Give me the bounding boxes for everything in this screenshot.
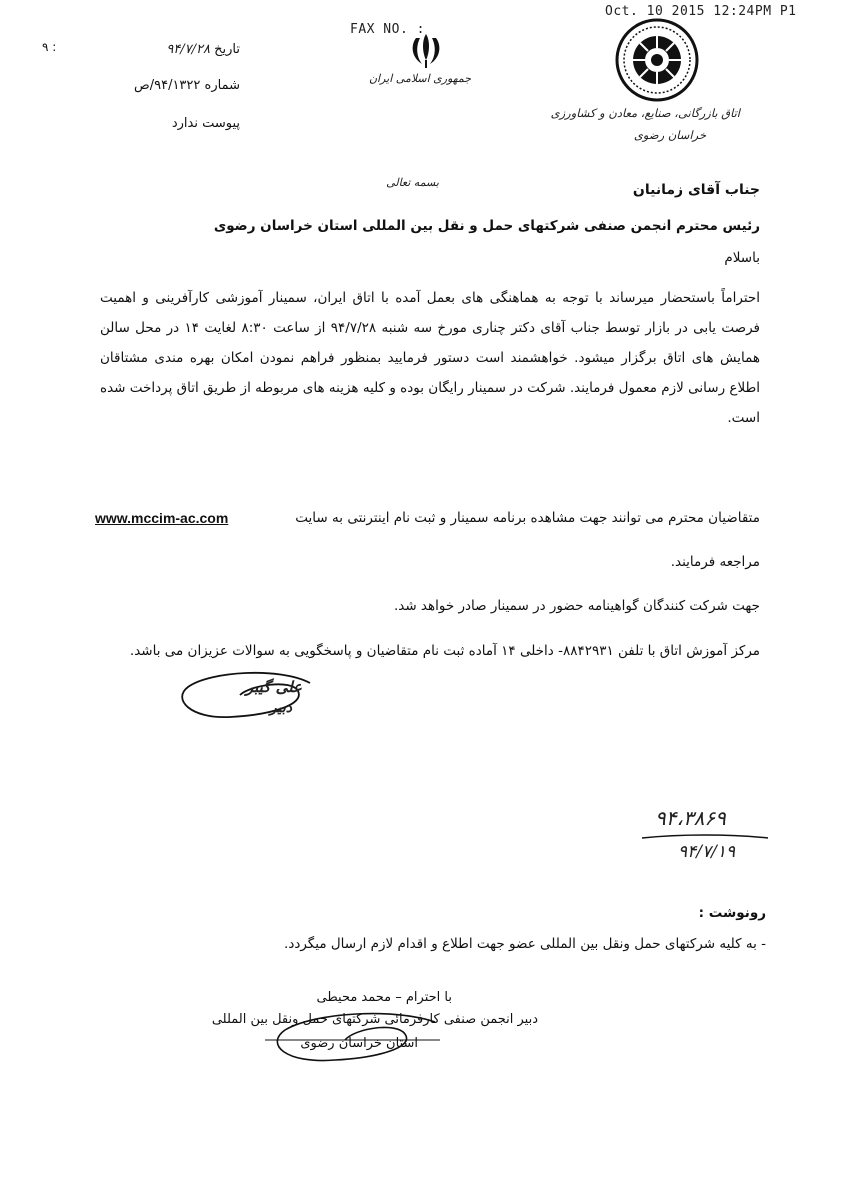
paragraph-contact: مرکز آموزش اتاق با تلفن ۸۸۴۲۹۳۱- داخلی ۱۴ آماده ثبت نام متقاضیان و پاسخگویی به سوالات عزیزان می باشد. (129, 643, 760, 659)
paragraph-website-end: مراجعه فرمایند. (670, 554, 760, 570)
attachment-value: ندارد (171, 116, 198, 131)
paragraph-website-text: متقاضیان محترم می توانند جهت مشاهده برنامه سمینار و ثبت نام اینترنتی به سایت (295, 510, 760, 526)
date-value: ۹۴/۷/۲۸ (166, 42, 210, 57)
handwritten-underline-icon (640, 832, 770, 842)
emblem-caption: جمهوری اسلامی ایران (368, 72, 472, 85)
org-name-line1: اتاق بازرگانی، صنایع، معادن و کشاورزی (550, 106, 740, 120)
paragraph-seminar: احتراماً باستحضار میرساند با توجه به هماهنگی های بعمل آمده با اتاق ایران، سمینار آموزشی کارآفرینی و اهمیت فرصت یابی در بازار توسط جناب آقای دکتر چناری مورخ سه شنبه ۹۴/۷/۲۸ از ساعت ۸:۳۰ لغایت ۱۴ در محل سالن همایش های اتاق برگزار میشود. خواهشمند است دستور فرمایید بمنظور فراهم نمودن امکان بهره مندی مشتاقان اطلاع رسانی لازم معمول فرمایند. شرکت در سمینار رایگان بوده و کلیه هزینه های مربوطه از طریق اتاق پرداخت شده است. (100, 290, 761, 426)
paragraph-website-row (95, 510, 760, 526)
salutation: باسلام (724, 250, 760, 266)
fax-datetime: Oct. 10 2015 12:24PM P1 (605, 4, 797, 19)
website-link[interactable]: www.mccim-ac.com (95, 510, 229, 526)
cc-item: - به کلیه شرکتهای حمل ونقل بین المللی عضو جهت اطلاع و اقدام لازم ارسال میگردد. (284, 936, 766, 952)
handwritten-ref-number: ۹۴،۳۸۶۹ (655, 806, 726, 830)
closing-regards: با احترام – محمد محیطی (316, 990, 452, 1005)
attachment-row (110, 116, 240, 131)
closing-signature-scribble-icon (255, 1000, 445, 1070)
paragraph-certificate: جهت شرکت کنندگان گواهینامه حضور در سمینار صادر خواهد شد. (393, 598, 760, 614)
signature-title: دبیر (269, 700, 292, 716)
fax-number-label: FAX NO. : (350, 22, 425, 37)
chamber-logo-icon (615, 18, 699, 102)
bismillah: بسمه تعالی (386, 176, 439, 189)
cc-heading: رونوشت : (698, 905, 766, 921)
date-label: تاریخ (214, 42, 240, 57)
number-label: شماره (204, 78, 240, 93)
recipient-name: جناب آقای زمانیان (632, 182, 760, 198)
closing-title-line1: دبیر انجمن صنفی کارفرمائی شرکتهای حمل ونقل بین المللی (211, 1012, 538, 1027)
number-row (95, 78, 240, 93)
attachment-label: پیوست (202, 116, 240, 131)
number-value: ۹۴/۱۳۲۲/ص (134, 78, 201, 93)
org-name-line2: خراسان رضوی (633, 128, 707, 142)
signature-name: علی گیبر (245, 678, 302, 696)
closing-title-line2: استان خراسان رضوی (300, 1036, 418, 1051)
page-mark: ۹ : (42, 40, 57, 54)
date-row (105, 42, 240, 57)
handwritten-ref-date: ۹۴/۷/۱۹ (678, 842, 736, 862)
iran-emblem-icon (408, 30, 444, 70)
recipient-title: رئیس محترم انجمن صنفی شرکتهای حمل و نقل بین المللی استان خراسان رضوی (213, 218, 760, 234)
